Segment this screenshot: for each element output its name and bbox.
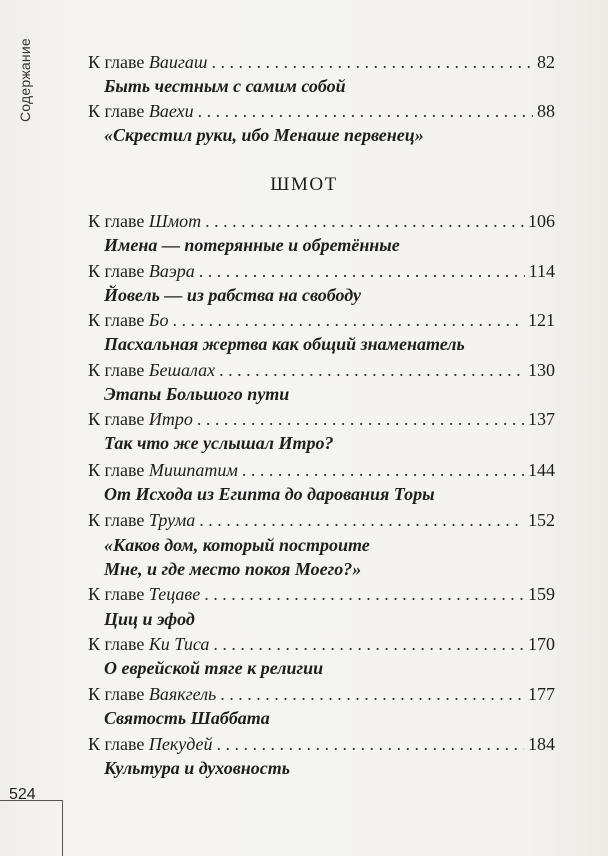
toc-entry[interactable] bbox=[88, 632, 555, 656]
leader-dots bbox=[242, 458, 524, 482]
toc-subtitle: Святость Шаббата bbox=[104, 708, 270, 728]
chapter-name: Ваигаш bbox=[148, 52, 208, 72]
toc-entry-label: К главе Ваякгель bbox=[88, 684, 217, 704]
leader-dots bbox=[220, 682, 524, 706]
toc-entry-label: К главе Ваигаш bbox=[88, 52, 208, 72]
chapter-name: Мишпатим bbox=[148, 460, 238, 480]
chapter-name: Бешалах bbox=[148, 360, 216, 380]
toc-entry-label: К главе Ваехи bbox=[88, 101, 194, 121]
toc-page-number: 159 bbox=[528, 584, 555, 604]
chapter-name: Ки Тиса bbox=[148, 634, 210, 654]
toc-page-number: 184 bbox=[528, 734, 555, 754]
leader-dots bbox=[197, 407, 524, 431]
toc-subtitle: Этапы Большого пути bbox=[104, 384, 290, 404]
toc-entry[interactable] bbox=[88, 508, 555, 532]
leader-dots bbox=[204, 582, 524, 606]
toc-subtitle: Йовель — из рабства на свободу bbox=[104, 285, 361, 305]
leader-dots bbox=[211, 50, 533, 74]
toc-entry-label: К главе Тецаве bbox=[88, 584, 201, 604]
chapter-name: Итро bbox=[148, 409, 193, 429]
toc-entry[interactable] bbox=[88, 308, 555, 332]
toc-entry[interactable] bbox=[88, 407, 555, 431]
leader-dots bbox=[198, 99, 533, 123]
toc-page-number: 144 bbox=[528, 460, 555, 480]
toc-subtitle: «Каков дом, который построите bbox=[104, 535, 370, 555]
running-header: Содержание bbox=[17, 38, 33, 122]
chapter-name: Трума bbox=[148, 510, 196, 530]
chapter-name: Тецаве bbox=[148, 584, 201, 604]
toc-entry[interactable] bbox=[88, 358, 555, 382]
toc-subtitle: Так что же услышал Итро? bbox=[104, 433, 334, 453]
chapter-name: Ваэра bbox=[148, 261, 195, 281]
chapter-name: Пекудей bbox=[148, 734, 213, 754]
toc-entry-label: К главе Бешалах bbox=[88, 360, 216, 380]
toc-subtitle: Имена — потерянные и обретённые bbox=[104, 235, 400, 255]
chapter-name: Ваякгель bbox=[148, 684, 217, 704]
toc-subtitle: Циц и эфод bbox=[104, 609, 195, 629]
toc-subtitle: О еврейской тяге к религии bbox=[104, 658, 324, 678]
chapter-name: Бо bbox=[148, 310, 169, 330]
toc-subtitle-continued: Мне, и где место покоя Моего?» bbox=[104, 559, 362, 579]
toc-entry-label: К главе Итро bbox=[88, 409, 193, 429]
toc-page-number: 130 bbox=[528, 360, 555, 380]
chapter-name: Шмот bbox=[148, 211, 202, 231]
toc-entry-label: К главе Ваэра bbox=[88, 261, 195, 281]
toc-entry[interactable] bbox=[88, 682, 555, 706]
chapter-name: Ваехи bbox=[148, 101, 194, 121]
toc-page-number: 114 bbox=[528, 261, 555, 281]
toc-page-number: 121 bbox=[528, 310, 555, 330]
leader-dots bbox=[199, 259, 525, 283]
page-number: 524 bbox=[9, 786, 36, 803]
toc-subtitle: «Скрестил руки, ибо Менаше первенец» bbox=[104, 125, 424, 145]
toc-subtitle: Культура и духовность bbox=[104, 758, 290, 778]
toc-subtitle: От Исхода из Египта до дарования Торы bbox=[104, 484, 435, 504]
leader-dots bbox=[217, 732, 524, 756]
toc-subtitle: Быть честным с самим собой bbox=[104, 76, 346, 96]
toc-entry-label: К главе Трума bbox=[88, 510, 196, 530]
toc-page-number: 82 bbox=[537, 52, 555, 72]
toc-entry-label: К главе Пекудей bbox=[88, 734, 213, 754]
toc-entry[interactable] bbox=[88, 209, 555, 233]
leader-dots bbox=[172, 308, 524, 332]
toc-page-number: 88 bbox=[537, 101, 555, 121]
toc-entry-label: К главе Бо bbox=[88, 310, 169, 330]
leader-dots bbox=[199, 508, 524, 532]
toc-page-number: 152 bbox=[528, 510, 555, 530]
toc-page-number: 106 bbox=[528, 211, 555, 231]
toc-entry-label: К главе Шмот bbox=[88, 211, 202, 231]
leader-dots bbox=[213, 632, 524, 656]
section-title: ШМОТ bbox=[270, 174, 338, 195]
leader-dots bbox=[205, 209, 524, 233]
toc-entry[interactable] bbox=[88, 732, 555, 756]
toc-entry[interactable] bbox=[88, 458, 555, 482]
leader-dots bbox=[219, 358, 524, 382]
toc-subtitle: Пасхальная жертва как общий знаменатель bbox=[104, 334, 465, 354]
toc-entry[interactable] bbox=[88, 99, 555, 123]
toc-entry[interactable] bbox=[88, 259, 555, 283]
toc-page-number: 177 bbox=[528, 684, 555, 704]
toc-entry-label: К главе Мишпатим bbox=[88, 460, 238, 480]
toc-entry[interactable] bbox=[88, 582, 555, 606]
toc-page-number: 170 bbox=[528, 634, 555, 654]
toc-page-number: 137 bbox=[528, 409, 555, 429]
toc-entry-label: К главе Ки Тиса bbox=[88, 634, 210, 654]
toc-entry[interactable] bbox=[88, 50, 555, 74]
